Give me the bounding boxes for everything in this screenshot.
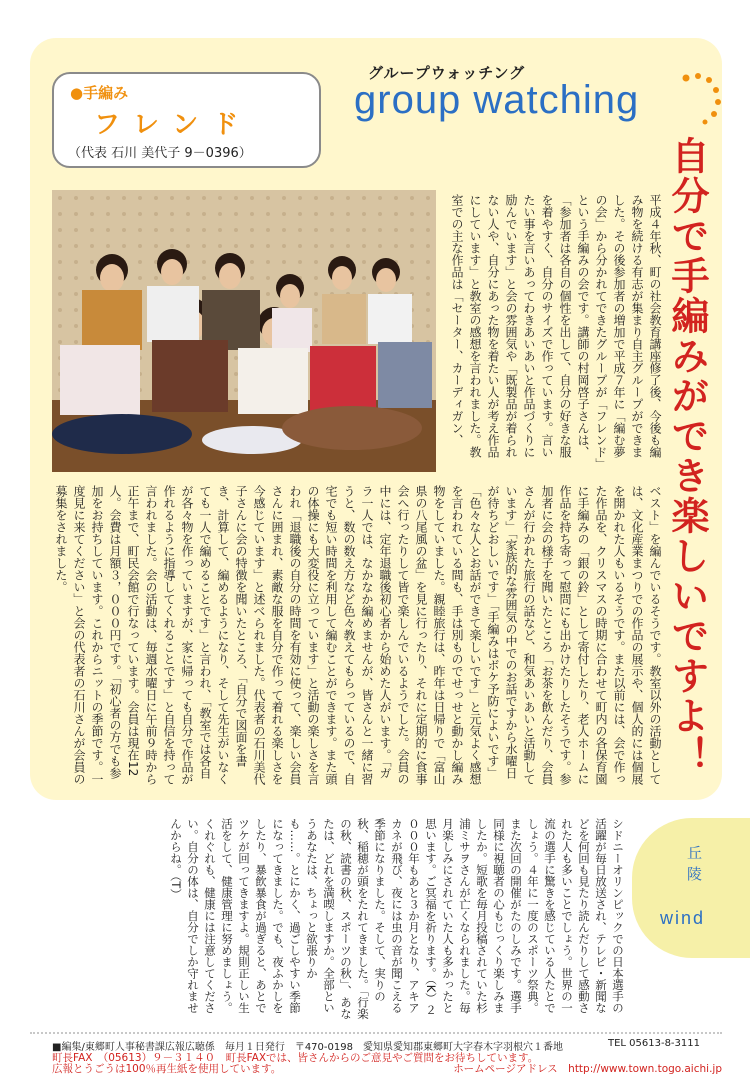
footer-recycled: 広報とうごうは100％再生紙を使用しています。 <box>52 1063 282 1075</box>
footer-fax: 町長FAX （05613）９－３１４０ 町長FAXでは、皆さんからのご意見やご質問をお待ちしています。 <box>52 1052 539 1064</box>
column-signature-k: （K） <box>424 979 438 1004</box>
column-signature-t: （T） <box>169 875 183 900</box>
section-title: group watching <box>354 78 640 122</box>
column-title-kanji: 丘陵 <box>685 845 703 887</box>
headline: 自分で手編みができ楽しいですよ！ <box>665 136 709 776</box>
article-body: ベスト」を編んでいるそうです。教室以外の活動としては、文化産業まつりでの作品の展示や、個人的には個展を開かれた人もいるそうです。また以前には、会で作った作品を、クリスマスの時期に合わせて町内の各保育園に手編みの「銀の鈴」として寄付したり、老人ホームに作品を持ち寄って慰問にも出かけたりしたそうです。参加者に会の様子を聞いたところ「お茶を飲んだり、会員さんが行かれた旅行の話など、和気あいあいと活動しています」「家族的な雰囲気の中でのお話ですから水曜日が待ちどおしいです」「手編みはボケ予防によいです」「色々な人とお話ができて楽しいです」と元気よく感想を言われている間も、手は別ものでせっせと動かし編み物をしていました。親睦旅行は、昨年は日帰りで「富山県の八尾風の盆」を見に行ったり、それに定期的に食事会へ行ったりして皆で楽しんでいるようでした。会員の中には、定年退職後初心者から始めた人がいます。「ガラ一人では、なかなか編めませんが、皆さんと一緒に習うと、数の数え方など色々教えてもらっているので、自宅でも短い時間を利用して編むことができます。また頭の体操にも大変役に立っています」と活動の楽しさを言われ「退職後の自分の時間を有効に使って、楽しい会員さんに囲まれ、素敵な服を自分で作って着れる楽しさを今感じています」と述べられました。代表者の石川美代子さんに会の特徴を聞いたところ、「自分で図面を書き、計算して、編めるようになり、そして先生がいなくても一人で編めることです」と言われ、「教室では各自が各々物を作っていますが、家に帰っても自分で作品が作れるように指導してくれることです」と自信を持って言われました。会の活動は、毎週水曜日に午前９時から正午まで、町民会館で行なっています。会員は現在12人。会費は月額３，０００円です。「初心者の方でも参加をお持ちしています。これからニットの季節です。一度見に来てください」と会の代表者の石川さんが会員の募集をされました。 <box>54 485 662 785</box>
column-badge <box>632 818 750 958</box>
club-name-box <box>52 72 321 168</box>
club-name: フレンド <box>94 110 253 140</box>
group-photo <box>52 190 436 472</box>
footer-tel: TEL 05613-8-3111 <box>607 1038 700 1049</box>
column-title-english: wind <box>660 908 706 928</box>
footer-divider <box>30 1032 722 1034</box>
genre-label: ●手編み <box>70 84 129 102</box>
decorative-dots-icon <box>676 70 726 130</box>
article-intro: 平成４年秋、町の社会教育講座修了後、今後も編み物を続ける有志が集まり自主グループができました。その後参加者の増加で平成７年に「編む夢の会」から分かれてできたグループが「フレンド」という手編みの会です。講師の村岡啓子さんは、「参加者は各自の個性を出して、自分の好きな服を着やすく、自分のサイズで作っています。言いたい事を言いあってわきあいあいと作品づくりに励んでいます」と会の雰囲気や「既製品が着られない人や、自分にあった物を着たい人が考え作品にしています」と教室の感想を言われました。教室での主な作品は「セーター、カーディガン、 <box>450 194 662 464</box>
column-paragraph-1: シドニーオリンピックでの日本選手の活躍が毎日放送され、テレビ・新聞などを何回も見たり読んだりして感動された人も多いことでしょう。世界の一流の選手に驚きを感じている人たとでしょう。４年に一度のスポーツ祭典。また次回の開催がたのしみです。選手同様に視聴者の心もじっくり楽しみましたか。短歌を毎月投稿されていた杉浦ミサヲさんが亡くなられました。毎月楽しみにされていた人も多かったと思います。ご冥福を祈ります。 <box>424 818 625 1014</box>
column-paragraph-2: ２０００年もあと３か月となり、アキアカネが飛び、夜には虫の音が聞こえる季節になりました。そして、実りの秋、稲穂が頭をたれてきました。「行楽の秋、読書の秋、スポーツの秋」、あなたは、どれを満喫しますか。全部というあなたは、ちょっと欲張りかも……。とにかく、過ごしやすい季節になってきました。でも、夜ふかしをしたり、暴飲暴食が過ぎると、あとでツケが回ってきますよ。規則正しい生活をして、健康管理に努めましょう。くれぐれも、健康には注意してください。自分の体は、自分でしか守れませんからね。 <box>169 818 438 1020</box>
footer-homepage-link[interactable]: ホームページアドレス http://www.town.togo.aichi.jp <box>453 1063 722 1075</box>
column-text <box>30 818 626 1022</box>
footer-publisher: ■編集/東郷町人事秘書課広報広聴係 毎月１日発行 〒470-0198 愛知県愛知郡東郷町大字春木字羽根穴１番地 <box>52 1042 563 1053</box>
section-kana-title: グループウォッチング <box>368 64 526 82</box>
representative: （代表 石川 美代子 9－0396） <box>68 146 252 161</box>
